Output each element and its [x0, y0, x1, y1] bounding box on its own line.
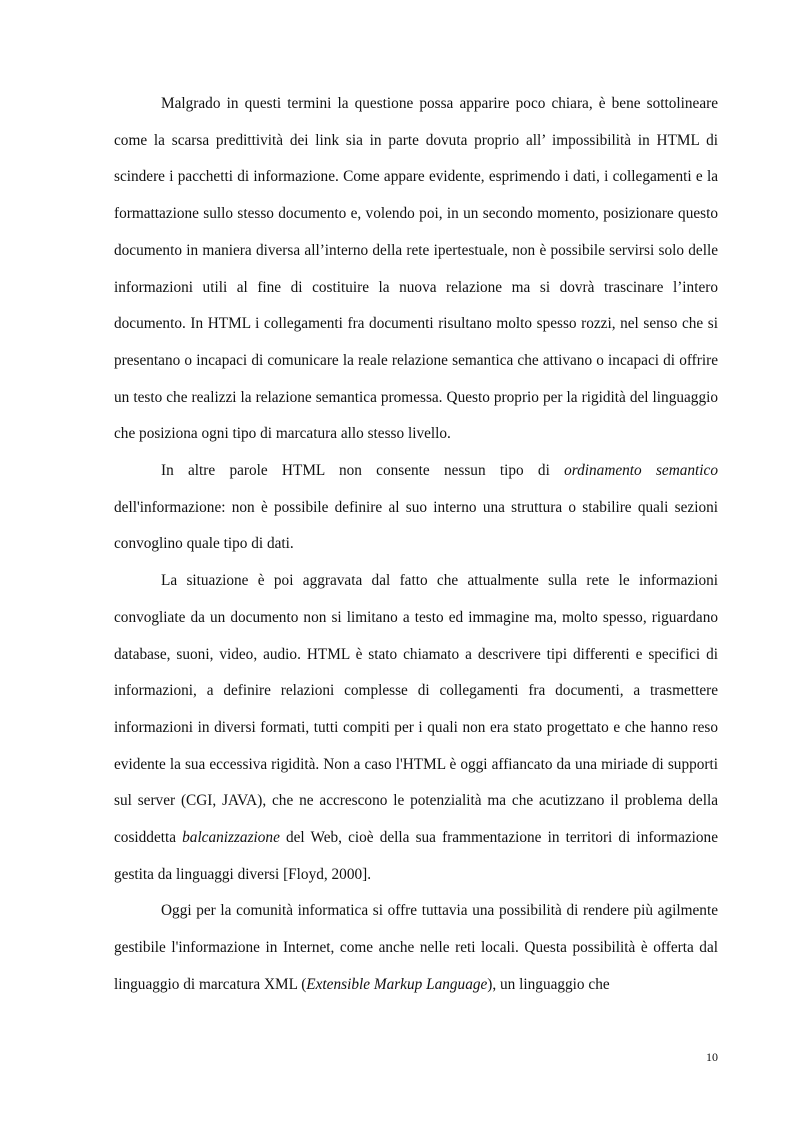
- italic-term: ordinamento semantico: [564, 462, 718, 480]
- page-body: [114, 86, 718, 1004]
- paragraph-text-after: dell'informazione: non è possibile definire al suo interno una struttura o stabilire quali sezioni convoglino quale tipo di dati.: [114, 498, 718, 553]
- paragraph-web-balkanization: [114, 563, 718, 893]
- italic-term: Extensible Markup Language: [306, 975, 488, 993]
- paragraph-xml-intro: [114, 893, 718, 1003]
- paragraph-text: Malgrado in questi termini la questione possa apparire poco chiara, è bene sottolineare come la scarsa predittività dei link sia in parte dovuta proprio all’ impossibilità in HTML di scindere i pacchetti di informazione. Come appare evidente, esprimendo i dati, i collegamenti e la formattazione sullo stesso documento e, volendo poi, in un secondo momento, posizionare questo documento in maniera diversa all’interno della rete ipertestuale, non è possibile servirsi solo delle informazioni utili al fine di costituire la nuova relazione ma si dovrà trascinare l’intero documento. In HTML i collegamenti fra documenti risultano molto spesso rozzi, nel senso che si presentano o incapaci di comunicare la reale relazione semantica che attivano o incapaci di offrire un testo che realizzi la relazione semantica promessa. Questo proprio per la rigidità del linguaggio che posiziona ogni tipo di marcatura allo stesso livello.: [114, 95, 718, 443]
- paragraph-text-after: del Web, cioè della sua frammentazione in territori di informazione gestita da linguaggi diversi [Floyd, 2000].: [114, 829, 718, 883]
- paragraph-html-link-limits: [114, 86, 718, 453]
- paragraph-text-after: ), un linguaggio che: [487, 975, 610, 993]
- paragraph-semantic-ordering: [114, 453, 718, 563]
- italic-term: balcanizzazione: [182, 829, 280, 847]
- paragraph-text-before: La situazione è poi aggravata dal fatto che attualmente sulla rete le informazioni convogliate da un documento non si limitano a testo ed immagine ma, molto spesso, riguardano database, suoni, video, audio. HTML è stato chiamato a descrivere tipi differenti e specifici di informazioni, a definire relazioni complesse di collegamenti fra documenti, a trasmettere informazioni in diversi formati, tutti compiti per i quali non era stato progettato e che hanno reso evidente la sua eccessiva rigidità. Non a caso l'HTML è oggi affiancato da una miriade di supporti sul server (CGI, JAVA), che ne accrescono le potenzialità ma che acutizzano il problema della cosiddetta: [114, 572, 718, 847]
- paragraph-text-before: In altre parole HTML non consente nessun tipo di: [161, 462, 565, 480]
- paragraph-text-before: Oggi per la comunità informatica si offre tuttavia una possibilità di rendere più agilmente gestibile l'informazione in Internet, come anche nelle reti locali. Questa possibilità è offerta dal linguaggio di marcatura XML (: [114, 902, 718, 993]
- page-number: 10: [706, 1050, 718, 1064]
